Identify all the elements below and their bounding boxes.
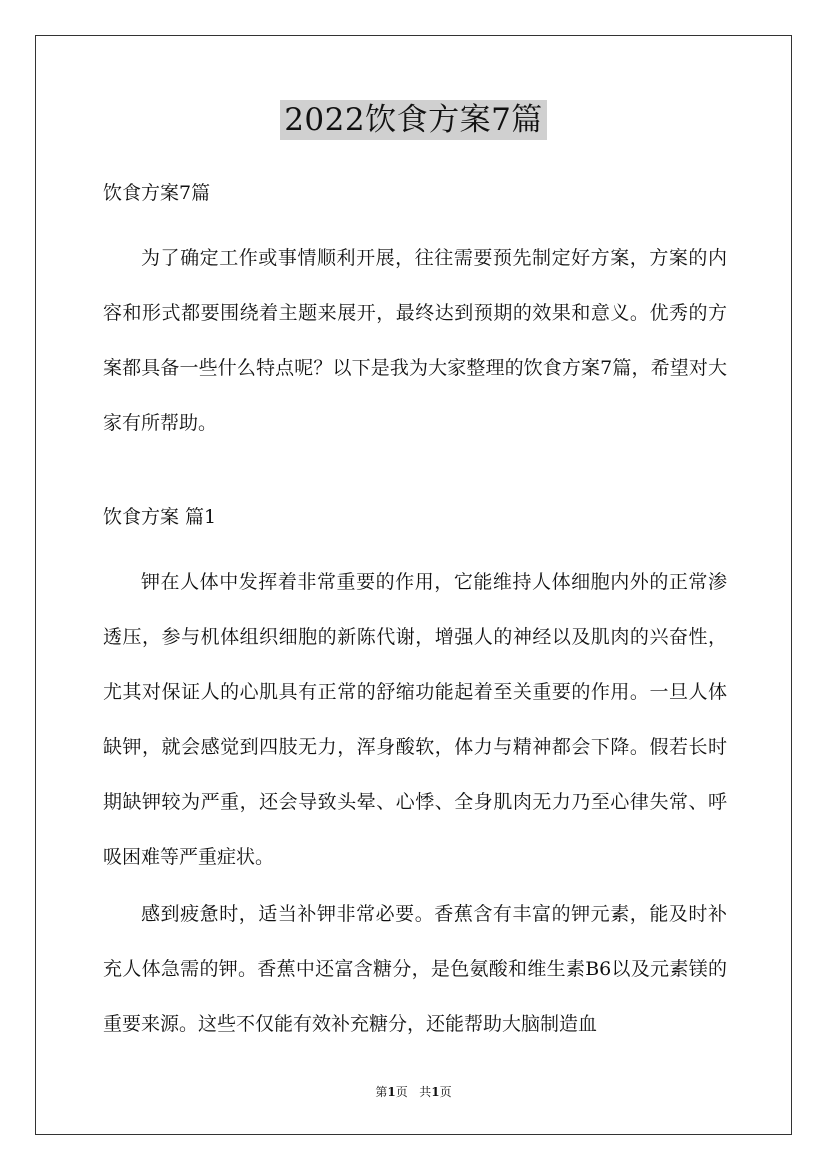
document-body <box>103 176 727 1052</box>
total-unit: 页 <box>439 1085 452 1099</box>
page-number: 1 <box>387 1085 396 1099</box>
total-pages: 1 <box>431 1085 440 1099</box>
section-paragraph-2: 感到疲惫时，适当补钾非常必要。香蕉含有丰富的钾元素，能及时补充人体急需的钾。香蕉中还富含糖分，是色氨酸和维生素B6以及元素镁的重要来源。这些不仅能有效补充糖分，还能帮助大脑制造血 <box>103 903 727 1035</box>
section-paragraph-1: 钾在人体中发挥着非常重要的作用，它能维持人体细胞内外的正常渗透压，参与机体组织细胞的新陈代谢，增强人的神经以及肌肉的兴奋性，尤其对保证人的心肌具有正常的舒缩功能起着至关重要的作用。一旦人体缺钾，就会感觉到四肢无力，浑身酸软，体力与精神都会下降。假若长时期缺钾较为严重，还会导致头晕、心悸、全身肌肉无力乃至心律失常、呼吸困难等严重症状。 <box>103 571 727 868</box>
page-prefix: 第 <box>375 1085 388 1099</box>
total-prefix: 共 <box>419 1085 432 1099</box>
document-title: 2022饮食方案7篇 <box>280 100 547 140</box>
intro-paragraph: 为了确定工作或事情顺利开展，往往需要预先制定好方案，方案的内容和形式都要围绕着主题来展开，最终达到预期的效果和意义。优秀的方案都具备一些什么特点呢？以下是我为大家整理的饮食方案7篇，希望对大家有所帮助。 <box>103 247 727 434</box>
page-unit: 页 <box>395 1085 408 1099</box>
title-container <box>0 100 827 140</box>
page-footer <box>0 1083 827 1100</box>
document-subtitle: 饮食方案7篇 <box>103 182 211 204</box>
section-heading: 饮食方案 篇1 <box>103 506 217 528</box>
